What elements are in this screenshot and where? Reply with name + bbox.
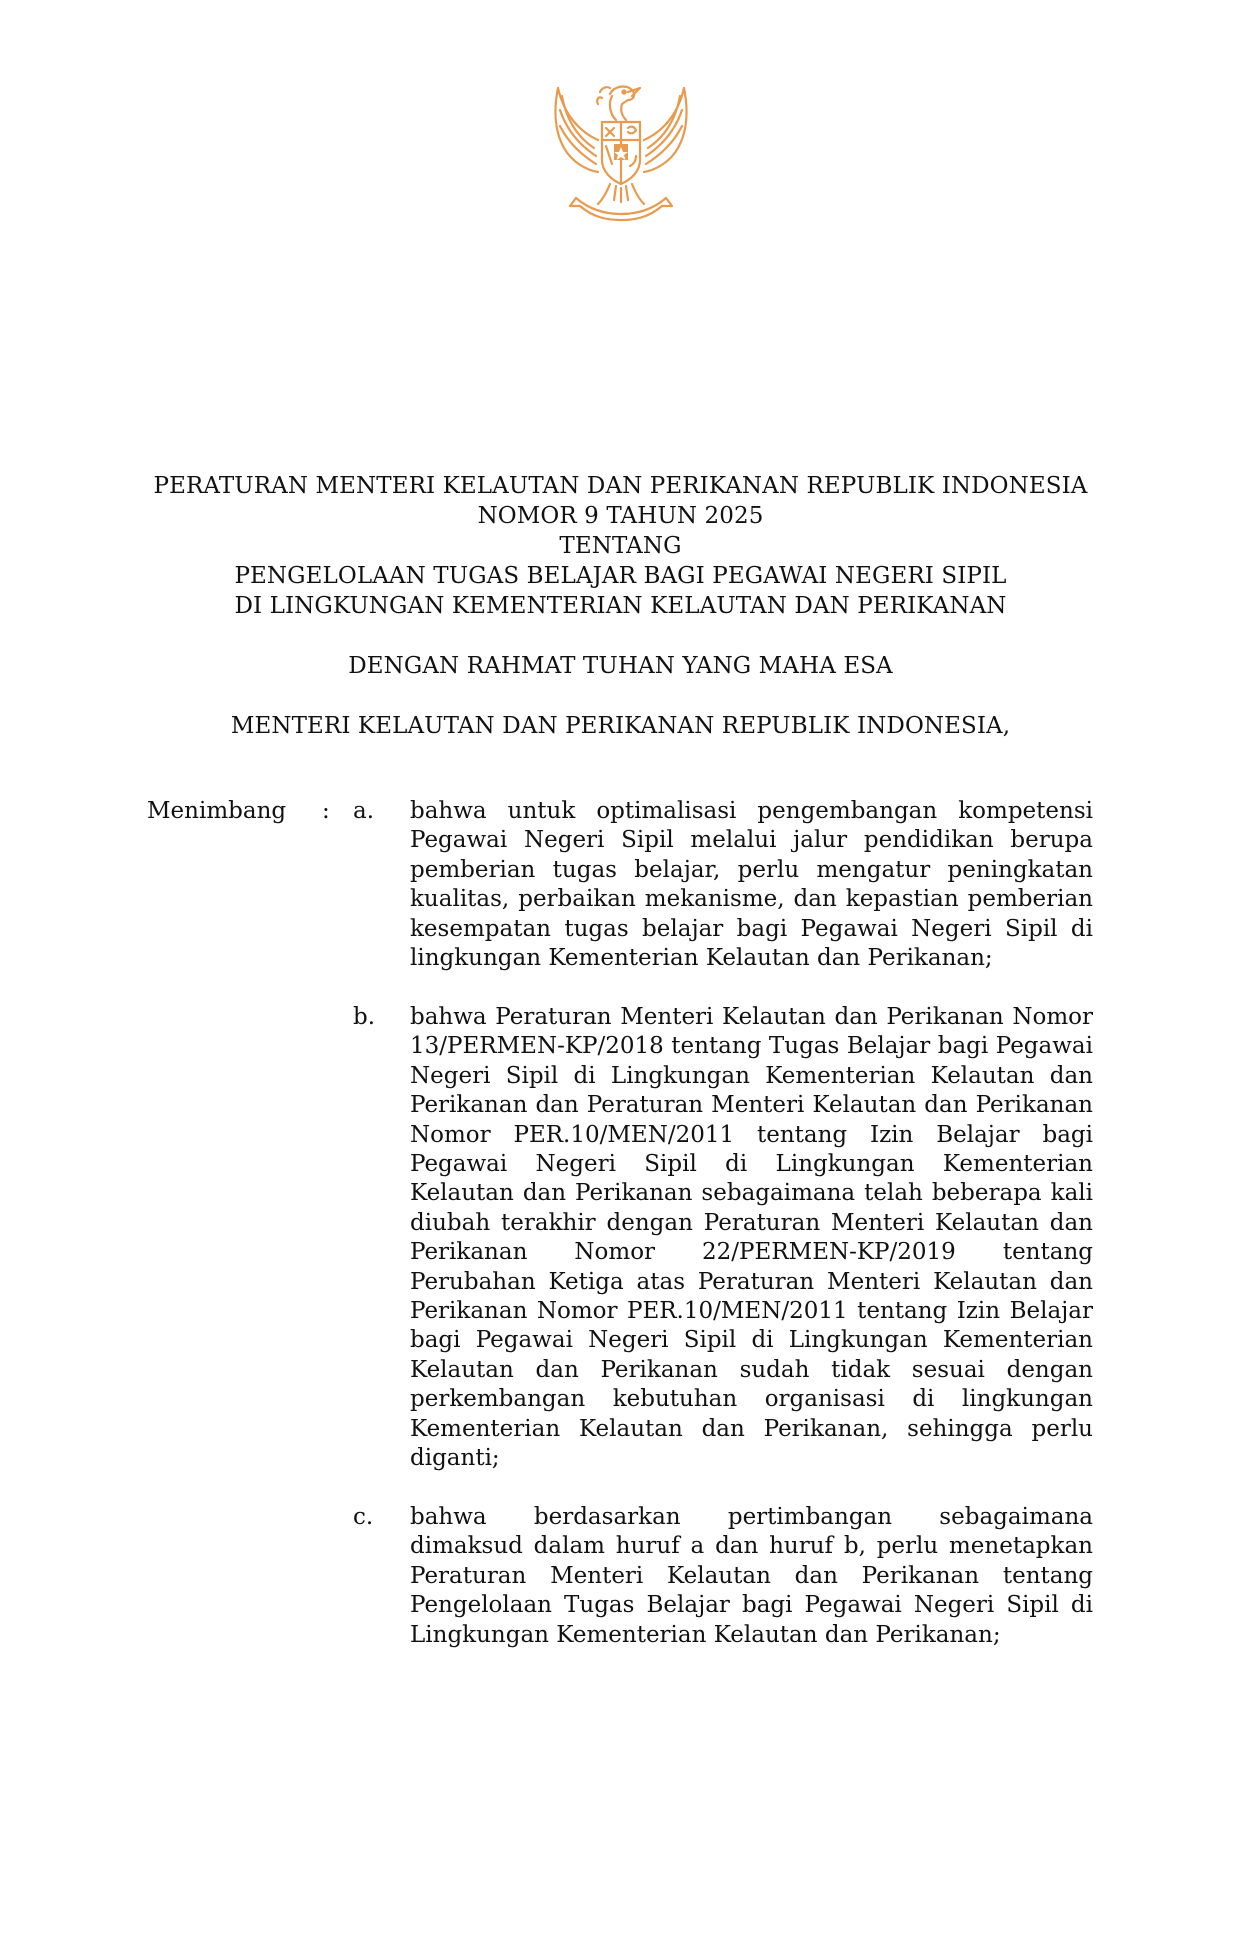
item-text: bahwa Peraturan Menteri Kelautan dan Perikanan Nomor 13/PERMEN-KP/2018 tentang Tugas Belajar bagi Pegawai Negeri Sipil di Lingkungan Kementerian Kelautan dan Perikanan dan Peraturan Menteri Kelautan dan Perikanan Nomor PER.10/MEN/2011 tentang Izin Belajar bagi Pegawai Negeri Sipil di Lingkungan Kementerian Kelautan dan Perikanan sebagaimana telah beberapa kali diubah terakhir dengan Peraturan Menteri Kelautan dan Perikanan Nomor 22/PERMEN-KP/2019 tentang Perubahan Ketiga atas Peraturan Menteri Kelautan dan Perikanan Nomor PER.10/MEN/2011 tentang Izin Belajar bagi Pegawai Negeri Sipil di Lingkungan Kementerian Kelautan dan Perikanan sudah tidak sesuai dengan perkembangan kebutuhan organisasi di lingkungan Kementerian Kelautan dan Perikanan, sehingga perlu diganti; (410, 1004, 1093, 1472)
considering-label: Menimbang (147, 798, 287, 824)
item-text: bahwa berdasarkan pertimbangan sebagaimana dimaksud dalam huruf a dan huruf b, perlu menetapkan Peraturan Menteri Kelautan dan Perikanan tentang Pengelolaan Tugas Belajar bagi Pegawai Negeri Sipil di Lingkungan Kementerian Kelautan dan Perikanan; (410, 1504, 1093, 1648)
garuda-emblem-icon (540, 70, 702, 232)
item-marker: a. (353, 798, 375, 824)
heading-minister: MENTERI KELAUTAN DAN PERIKANAN REPUBLIK INDONESIA, (230, 713, 1011, 739)
heading-regulation-title: PERATURAN MENTERI KELAUTAN DAN PERIKANAN REPUBLIK INDONESIA (153, 473, 1088, 499)
item-text: bahwa untuk optimalisasi pengembangan kompetensi Pegawai Negeri Sipil melalui jalur pendidikan berupa pemberian tugas belajar, perlu mengatur peningkatan kualitas, perbaikan mekanisme, dan kepastian pemberian kesempatan tugas belajar bagi Pegawai Negeri Sipil di lingkungan Kementerian Kelautan dan Perikanan; (410, 798, 1093, 972)
heading-blessing: DENGAN RAHMAT TUHAN YANG MAHA ESA (348, 653, 893, 679)
regulation-heading (0, 471, 1241, 741)
item-marker: b. (353, 1004, 376, 1030)
heading-subject-line1: PENGELOLAAN TUGAS BELAJAR BAGI PEGAWAI NEGERI SIPIL (234, 563, 1007, 589)
heading-subject-line2: DI LINGKUNGAN KEMENTERIAN KELAUTAN DAN PERIKANAN (234, 593, 1007, 619)
heading-about: TENTANG (559, 533, 682, 559)
heading-regulation-number: NOMOR 9 TAHUN 2025 (477, 503, 764, 529)
considering-colon: : (322, 798, 330, 824)
item-marker: c. (353, 1504, 374, 1530)
